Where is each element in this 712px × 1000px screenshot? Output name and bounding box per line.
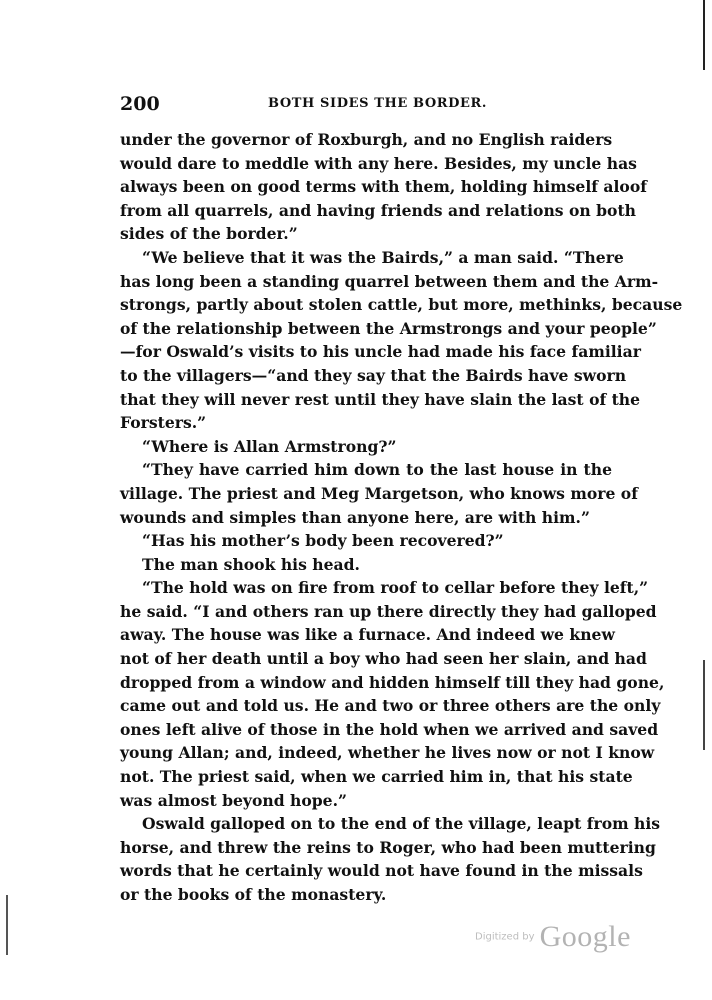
text-line: of the relationship between the Armstrongs and your people” [120,318,657,338]
text-line: sides of the border.” [120,224,298,244]
text-line: “We believe that it was the Bairds,” a man said. “There [142,247,624,267]
scan-edge-mark-middle [703,660,705,750]
text-line: horse, and threw the reins to Roger, who had been muttering [120,837,656,857]
text-line: dropped from a window and hidden himself till they had gone, [120,672,665,692]
text-line: not of her death until a boy who had seen her slain, and had [120,649,647,669]
page-header [120,93,612,117]
text-line: not. The priest said, when we carried him in, that his state [120,767,633,787]
text-line: came out and told us. He and two or three others are the only [120,696,661,716]
page-number: 200 [120,93,160,115]
text-line: would dare to meddle with any here. Besides, my uncle has [120,153,637,173]
text-line: wounds and simples than anyone here, are with him.” [120,507,590,527]
scan-edge-mark-left [6,895,8,955]
text-line: “Where is Allan Armstrong?” [142,436,397,456]
text-line: Forsters.” [120,413,207,433]
watermark-prefix: Digitized by [475,931,535,943]
text-line: village. The priest and Meg Margetson, who knows more of [120,483,638,503]
text-line: “The hold was on fire from roof to cellar before they left,” [142,578,649,598]
digitized-watermark [475,920,631,960]
google-logo: Google [539,920,631,953]
scan-edge-mark-top [703,0,705,70]
text-line: has long been a standing quarrel between them and the Arm- [120,271,659,291]
text-line: ones left alive of those in the hold when we arrived and saved [120,719,659,739]
text-line: or the books of the monastery. [120,885,387,904]
text-line: —for Oswald’s visits to his uncle had made his face familiar [120,342,641,362]
text-line: always been on good terms with them, holding himself aloof [120,177,647,197]
text-line: to the villagers—“and they say that the Bairds have sworn [120,365,627,385]
text-line: “Has his mother’s body been recovered?” [142,531,504,551]
text-line: young Allan; and, indeed, whether he lives now or not I know [120,743,655,763]
running-head: BOTH SIDES THE BORDER. [268,96,488,111]
text-line: was almost beyond hope.” [120,790,347,810]
text-line: Oswald galloped on to the end of the village, leapt from his [142,814,661,834]
body-text [120,128,683,907]
text-line: under the governor of Roxburgh, and no English raiders [120,130,613,149]
text-line: The man shook his head. [142,554,360,574]
text-line: “They have carried him down to the last house in the [142,460,612,480]
text-line: words that he certainly would not have found in the missals [120,861,643,881]
text-line: away. The house was like a furnace. And indeed we knew [120,625,615,645]
text-line: that they will never rest until they have slain the last of the [120,389,641,409]
text-line: he said. “I and others ran up there directly they had galloped [120,601,657,621]
text-line: from all quarrels, and having friends and relations on both [120,200,637,220]
text-line: strongs, partly about stolen cattle, but more, methinks, because [120,295,683,315]
